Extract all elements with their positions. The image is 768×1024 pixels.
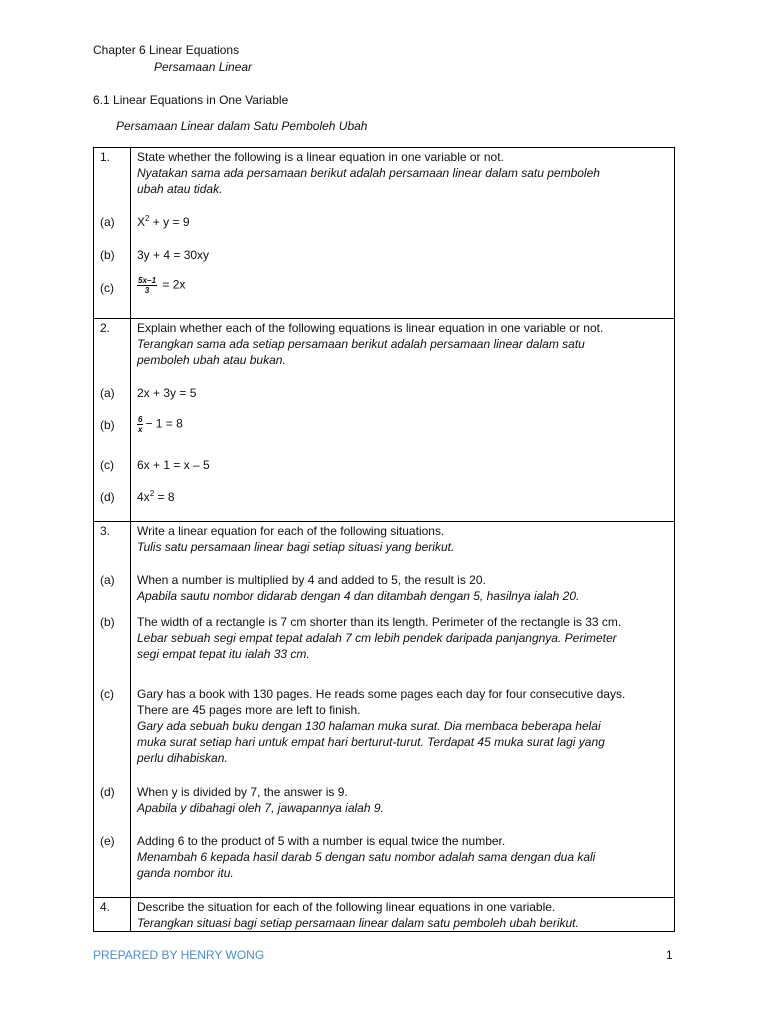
question-text-ms: ubah atau tidak. bbox=[137, 182, 223, 196]
question-number: 2. bbox=[100, 321, 111, 335]
equation: $X^2 + y = 9$ bbox=[137, 214, 190, 229]
situation-text: When y is divided by 7, the answer is 9. bbox=[137, 785, 348, 799]
situation-text: When a number is multiplied by 4 and added to 5, the result is 20. bbox=[137, 573, 486, 587]
question-text-ms: Terangkan sama ada setiap persamaan berikut adalah persamaan linear dalam satu bbox=[137, 337, 585, 351]
situation-text-ms: muka surat setiap hari untuk empat hari berturut-turut. Terdapat 45 muka surat lagi yang bbox=[137, 735, 605, 749]
question-text: Explain whether each of the following equations is linear equation in one variable or not. bbox=[137, 321, 604, 335]
question-number: 3. bbox=[100, 524, 111, 538]
situation-text-ms: perlu dihabiskan. bbox=[137, 751, 228, 765]
question-row-4 bbox=[94, 898, 675, 932]
equation: 6x + 1 = x – 5 bbox=[137, 458, 210, 472]
situation-text: There are 45 pages more are left to finish. bbox=[137, 703, 361, 717]
part-label: (c) bbox=[100, 458, 114, 472]
situation-text-ms: segi empat tepat itu ialah 33 cm. bbox=[137, 647, 310, 661]
question-text: Describe the situation for each of the following linear equations in one variable. bbox=[137, 900, 556, 914]
fraction: $\frac{5x-1}{3}$ bbox=[138, 276, 157, 295]
page-number: 1 bbox=[666, 948, 673, 962]
question-row-2 bbox=[94, 319, 675, 522]
part-label: (c) bbox=[100, 687, 114, 701]
questions-table bbox=[93, 147, 675, 932]
part-label: (a) bbox=[100, 386, 115, 400]
equation: 3y + 4 = 30xy bbox=[137, 248, 210, 262]
equation: $\frac{6}{x}$ − 1 = 8 bbox=[138, 415, 183, 434]
fraction: $\frac{6}{x}$ bbox=[138, 415, 143, 434]
part-label: (d) bbox=[100, 785, 115, 799]
part-label: (c) bbox=[100, 281, 114, 295]
question-row-3 bbox=[94, 522, 675, 898]
section-title-ms: Persamaan Linear dalam Satu Pemboleh Ubah bbox=[116, 119, 368, 133]
equation: 2x + 3y = 5 bbox=[137, 386, 197, 400]
situation-text: Gary has a book with 130 pages. He reads some pages each day for four consecutive days. bbox=[137, 687, 626, 701]
chapter-title-ms: Persamaan Linear bbox=[154, 60, 253, 74]
situation-text-ms: Menambah 6 kepada hasil darab 5 dengan satu nombor adalah sama dengan dua kali bbox=[137, 850, 596, 864]
equation: $\frac{5x-1}{3}$ = 2x bbox=[138, 276, 186, 295]
situation-text: The width of a rectangle is 7 cm shorter than its length. Perimeter of the rectangle is 33 cm. bbox=[137, 615, 622, 629]
question-text-ms: pemboleh ubah atau bukan. bbox=[137, 353, 286, 367]
question-text-ms: Tulis satu persamaan linear bagi setiap situasi yang berikut. bbox=[137, 540, 455, 554]
situation-text: Adding 6 to the product of 5 with a number is equal twice the number. bbox=[137, 834, 506, 848]
question-text: State whether the following is a linear equation in one variable or not. bbox=[137, 150, 504, 164]
part-label: (b) bbox=[100, 248, 115, 262]
equation: $4x^2 = 8$ bbox=[137, 489, 175, 504]
question-text: Write a linear equation for each of the following situations. bbox=[137, 524, 445, 538]
chapter-title: Chapter 6 Linear Equations bbox=[93, 43, 240, 57]
section-title: 6.1 Linear Equations in One Variable bbox=[93, 93, 289, 107]
part-label: (a) bbox=[100, 573, 115, 587]
part-label: (b) bbox=[100, 418, 115, 432]
question-number: 1. bbox=[100, 150, 111, 164]
part-label: (e) bbox=[100, 834, 115, 848]
part-label: (d) bbox=[100, 490, 115, 504]
question-text-ms: Nyatakan sama ada persamaan berikut adalah persamaan linear dalam satu pemboleh bbox=[137, 166, 600, 180]
question-row-1 bbox=[94, 148, 675, 319]
situation-text-ms: ganda nombor itu. bbox=[137, 866, 234, 880]
part-label: (a) bbox=[100, 215, 115, 229]
question-number: 4. bbox=[100, 900, 111, 914]
question-text-ms: Terangkan situasi bagi setiap persamaan linear dalam satu pemboleh ubah berikut. bbox=[137, 916, 579, 930]
situation-text-ms: Apabila y dibahagi oleh 7, jawapannya ialah 9. bbox=[137, 801, 384, 815]
part-label: (b) bbox=[100, 615, 115, 629]
situation-text-ms: Apabila sautu nombor didarab dengan 4 dan ditambah dengan 5, hasilnya ialah 20. bbox=[137, 589, 580, 603]
situation-text-ms: Gary ada sebuah buku dengan 130 halaman muka surat. Dia membaca beberapa helai bbox=[137, 719, 601, 733]
footer-author: PREPARED BY HENRY WONG bbox=[93, 948, 265, 962]
situation-text-ms: Lebar sebuah segi empat tepat adalah 7 cm lebih pendek daripada panjangnya. Perimeter bbox=[137, 631, 617, 645]
